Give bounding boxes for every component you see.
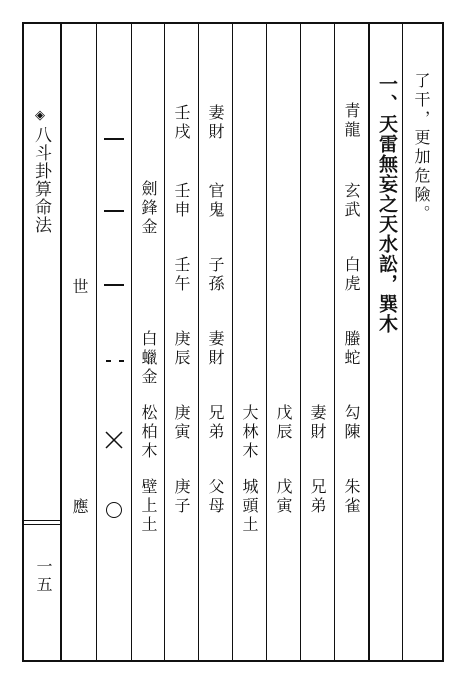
- book-spine: [24, 24, 62, 660]
- branch: 庚子: [172, 478, 191, 516]
- relation: 父母: [206, 478, 225, 516]
- spirit-qinglong: 青龍: [342, 102, 361, 140]
- spine-divider: [24, 520, 60, 521]
- branch: 壬午: [172, 256, 191, 294]
- hidden-relation: 兄弟: [308, 478, 327, 516]
- diamond-icon: ◈: [35, 108, 45, 123]
- relation: 兄弟: [206, 404, 225, 442]
- nayin-top: 城頭土: [240, 478, 259, 535]
- branch: 庚寅: [172, 404, 191, 442]
- book-title: 八斗卦算命法: [31, 126, 51, 234]
- nayin: 劍鋒金: [139, 180, 158, 237]
- column-rule: [266, 24, 267, 660]
- spirit-xuanwu: 玄武: [342, 182, 361, 220]
- yang-line: [104, 284, 124, 286]
- nayin-top: 大林木: [240, 404, 259, 461]
- hidden-relation: 妻財: [308, 404, 327, 442]
- page-number: 一五: [34, 558, 53, 594]
- spirit-tengshe: 螣蛇: [342, 330, 361, 368]
- spirit-baihu: 白虎: [342, 256, 361, 294]
- yin-line-right: [119, 360, 124, 362]
- branch: 壬戌: [172, 104, 191, 142]
- hidden-branch: 戊辰: [274, 404, 293, 442]
- column-rule: [198, 24, 199, 660]
- yin-line-left: [106, 360, 111, 362]
- relation: 妻財: [206, 104, 225, 142]
- world-marker: 世: [70, 278, 89, 297]
- yang-line: [104, 210, 124, 212]
- nayin: 白蠟金: [139, 330, 158, 387]
- nayin: 壁上土: [139, 478, 158, 535]
- nayin: 松柏木: [139, 404, 158, 461]
- column-rule: [300, 24, 301, 660]
- page-frame: [22, 22, 444, 662]
- column-rule: [402, 24, 403, 660]
- spine-divider-2: [24, 524, 60, 525]
- yang-line: [104, 138, 124, 140]
- hidden-branch: 戊寅: [274, 478, 293, 516]
- column-rule: [96, 24, 97, 660]
- column-rule: [164, 24, 165, 660]
- hexagram-heading: 一、天雷無妄之天水訟，巽木: [376, 74, 398, 334]
- relation: 官鬼: [206, 182, 225, 220]
- column-rule: [131, 24, 132, 660]
- branch: 壬申: [172, 182, 191, 220]
- changing-yin-cross-icon: [104, 430, 124, 450]
- relation: 妻財: [206, 330, 225, 368]
- spirit-zhuque: 朱雀: [342, 478, 361, 516]
- spirit-gouchen: 勾陳: [342, 404, 361, 442]
- response-marker: 應: [70, 498, 89, 517]
- changing-yang-circle-icon: [106, 502, 122, 518]
- relation: 子孫: [206, 256, 225, 294]
- column-rule: [368, 24, 370, 660]
- column-rule: [334, 24, 335, 660]
- intro-text: 了干，更加危險。: [412, 72, 431, 224]
- branch: 庚辰: [172, 330, 191, 368]
- column-rule: [232, 24, 233, 660]
